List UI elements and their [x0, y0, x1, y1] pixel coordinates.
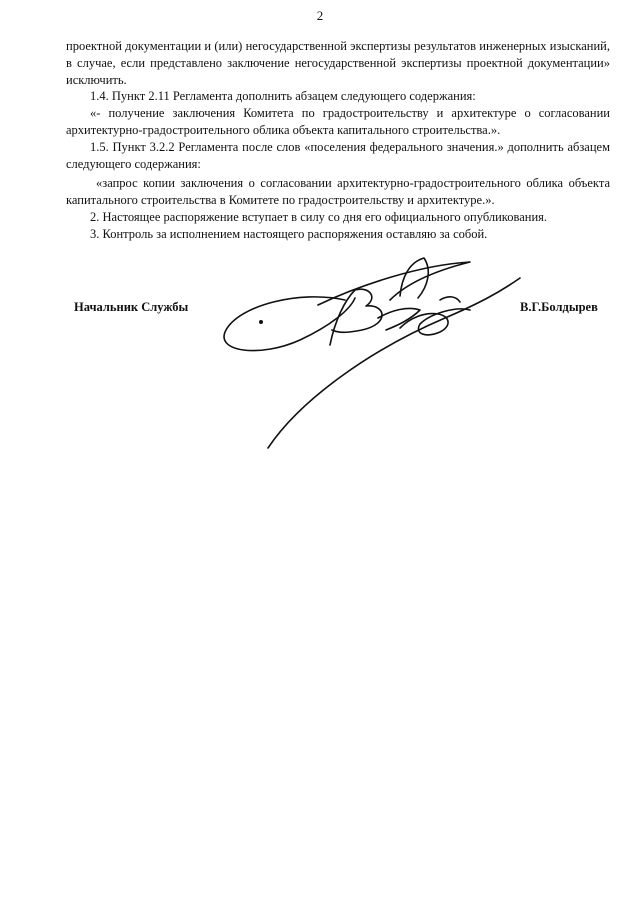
paragraph-item-1-5: 1.5. Пункт 3.2.2 Регламента после слов «поселения федерального значения.» дополнить абзацем следующего содержания:: [66, 139, 610, 171]
page-number: 2: [316, 8, 324, 23]
paragraph-continuation: проектной документации и (или) негосударственной экспертизы результатов инженерных изысканий, в случае, если представлено заключение негосударственной экспертизы проектной документации» исключить.: [66, 39, 610, 87]
signatory-name: В.Г.Болдырев: [520, 300, 598, 314]
paragraph-item-2: 2. Настоящее распоряжение вступает в силу со дня его официального опубликования.: [90, 209, 548, 224]
paragraph-item-3: 3. Контроль за исполнением настоящего распоряжения оставляю за собой.: [90, 226, 488, 241]
paragraph-item-1-4: 1.4. Пункт 2.11 Регламента дополнить абзацем следующего содержания:: [90, 89, 476, 104]
paragraph-quote-1-5: «запрос копии заключения о согласовании архитектурно-градостроительного облика объекта капитального строительства в Комитете по градостроительству и архитектуре.».: [66, 176, 610, 208]
signatory-title: Начальник Службы: [74, 300, 189, 314]
paragraph-quote-1-4: «- получение заключения Комитета по градостроительству и архитектуре о согласовании архитектурно-градостроительного облика объекта капитального строительства.».: [66, 106, 610, 137]
